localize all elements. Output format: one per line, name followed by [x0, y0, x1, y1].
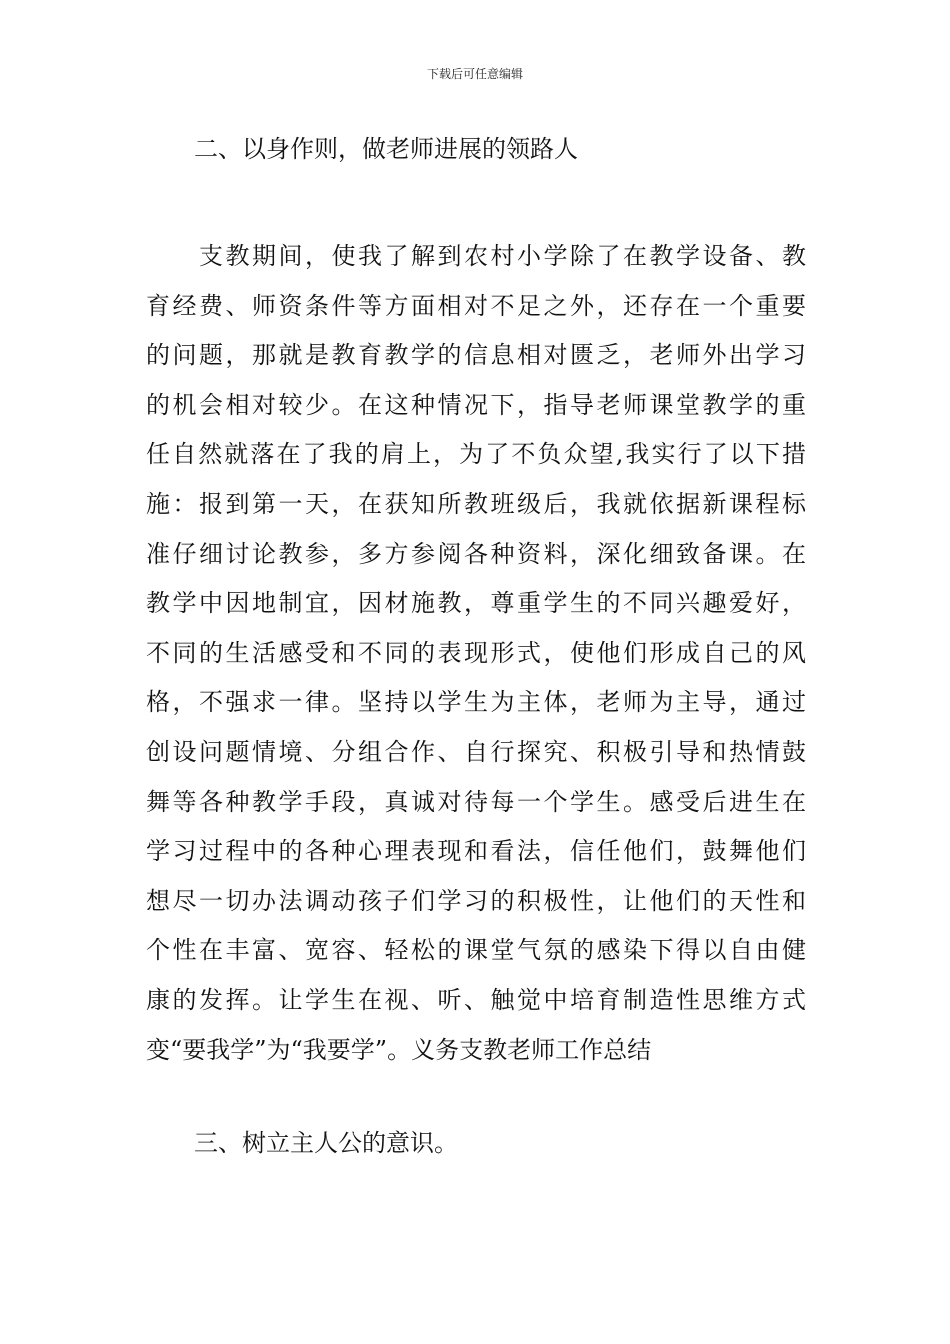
- paragraph-line: 个性在丰富、宽容、轻松的课堂气氛的感染下得以自由健: [146, 936, 806, 965]
- paragraph-line: 的问题，那就是教育教学的信息相对匮乏，老师外出学习: [146, 341, 806, 370]
- paragraph-line: 创设问题情境、分组合作、自行探究、积极引导和热情鼓: [146, 737, 806, 766]
- paragraph-line: 舞等各种教学手段，真诚对待每一个学生。感受后进生在: [146, 787, 806, 816]
- paragraph-line-last: 变“要我学”为“我要学”。义务支教老师工作总结: [146, 1035, 652, 1064]
- paragraph-line: 的机会相对较少。在这种情况下，指导老师课堂教学的重: [146, 390, 806, 419]
- paragraph-line: 学习过程中的各种心理表现和看法，信任他们，鼓舞他们: [146, 837, 806, 866]
- header-note: 下载后可任意编辑: [426, 67, 523, 81]
- paragraph-line: 施：报到第一天，在获知所教班级后，我就依据新课程标: [146, 489, 806, 518]
- section-heading-3: 三、树立主人公的意识。: [146, 1129, 458, 1157]
- paragraph-line: 育经费、师资条件等方面相对不足之外，还存在一个重要: [146, 291, 806, 320]
- paragraph-line: 任自然就落在了我的肩上，为了不负众望,我实行了以下措: [146, 440, 806, 469]
- paragraph-line: 格，不强求一律。坚持以学生为主体，老师为主导，通过: [146, 688, 806, 717]
- paragraph-line: 想尽一切办法调动孩子们学习的积极性，让他们的天性和: [146, 886, 806, 915]
- paragraph-line: 准仔细讨论教参，多方参阅各种资料，深化细致备课。在: [146, 539, 806, 568]
- paragraph-line: 支教期间，使我了解到农村小学除了在教学设备、教: [146, 242, 806, 270]
- section-heading-2: 二、以身作则，做老师进展的领路人: [146, 135, 578, 163]
- paragraph-line: 教学中因地制宜，因材施教，尊重学生的不同兴趣爱好，: [146, 589, 806, 618]
- body-paragraph: [146, 232, 806, 1075]
- paragraph-line: 不同的生活感受和不同的表现形式，使他们形成自己的风: [146, 638, 806, 667]
- paragraph-line: 康的发挥。让学生在视、听、触觉中培育制造性思维方式: [146, 985, 806, 1014]
